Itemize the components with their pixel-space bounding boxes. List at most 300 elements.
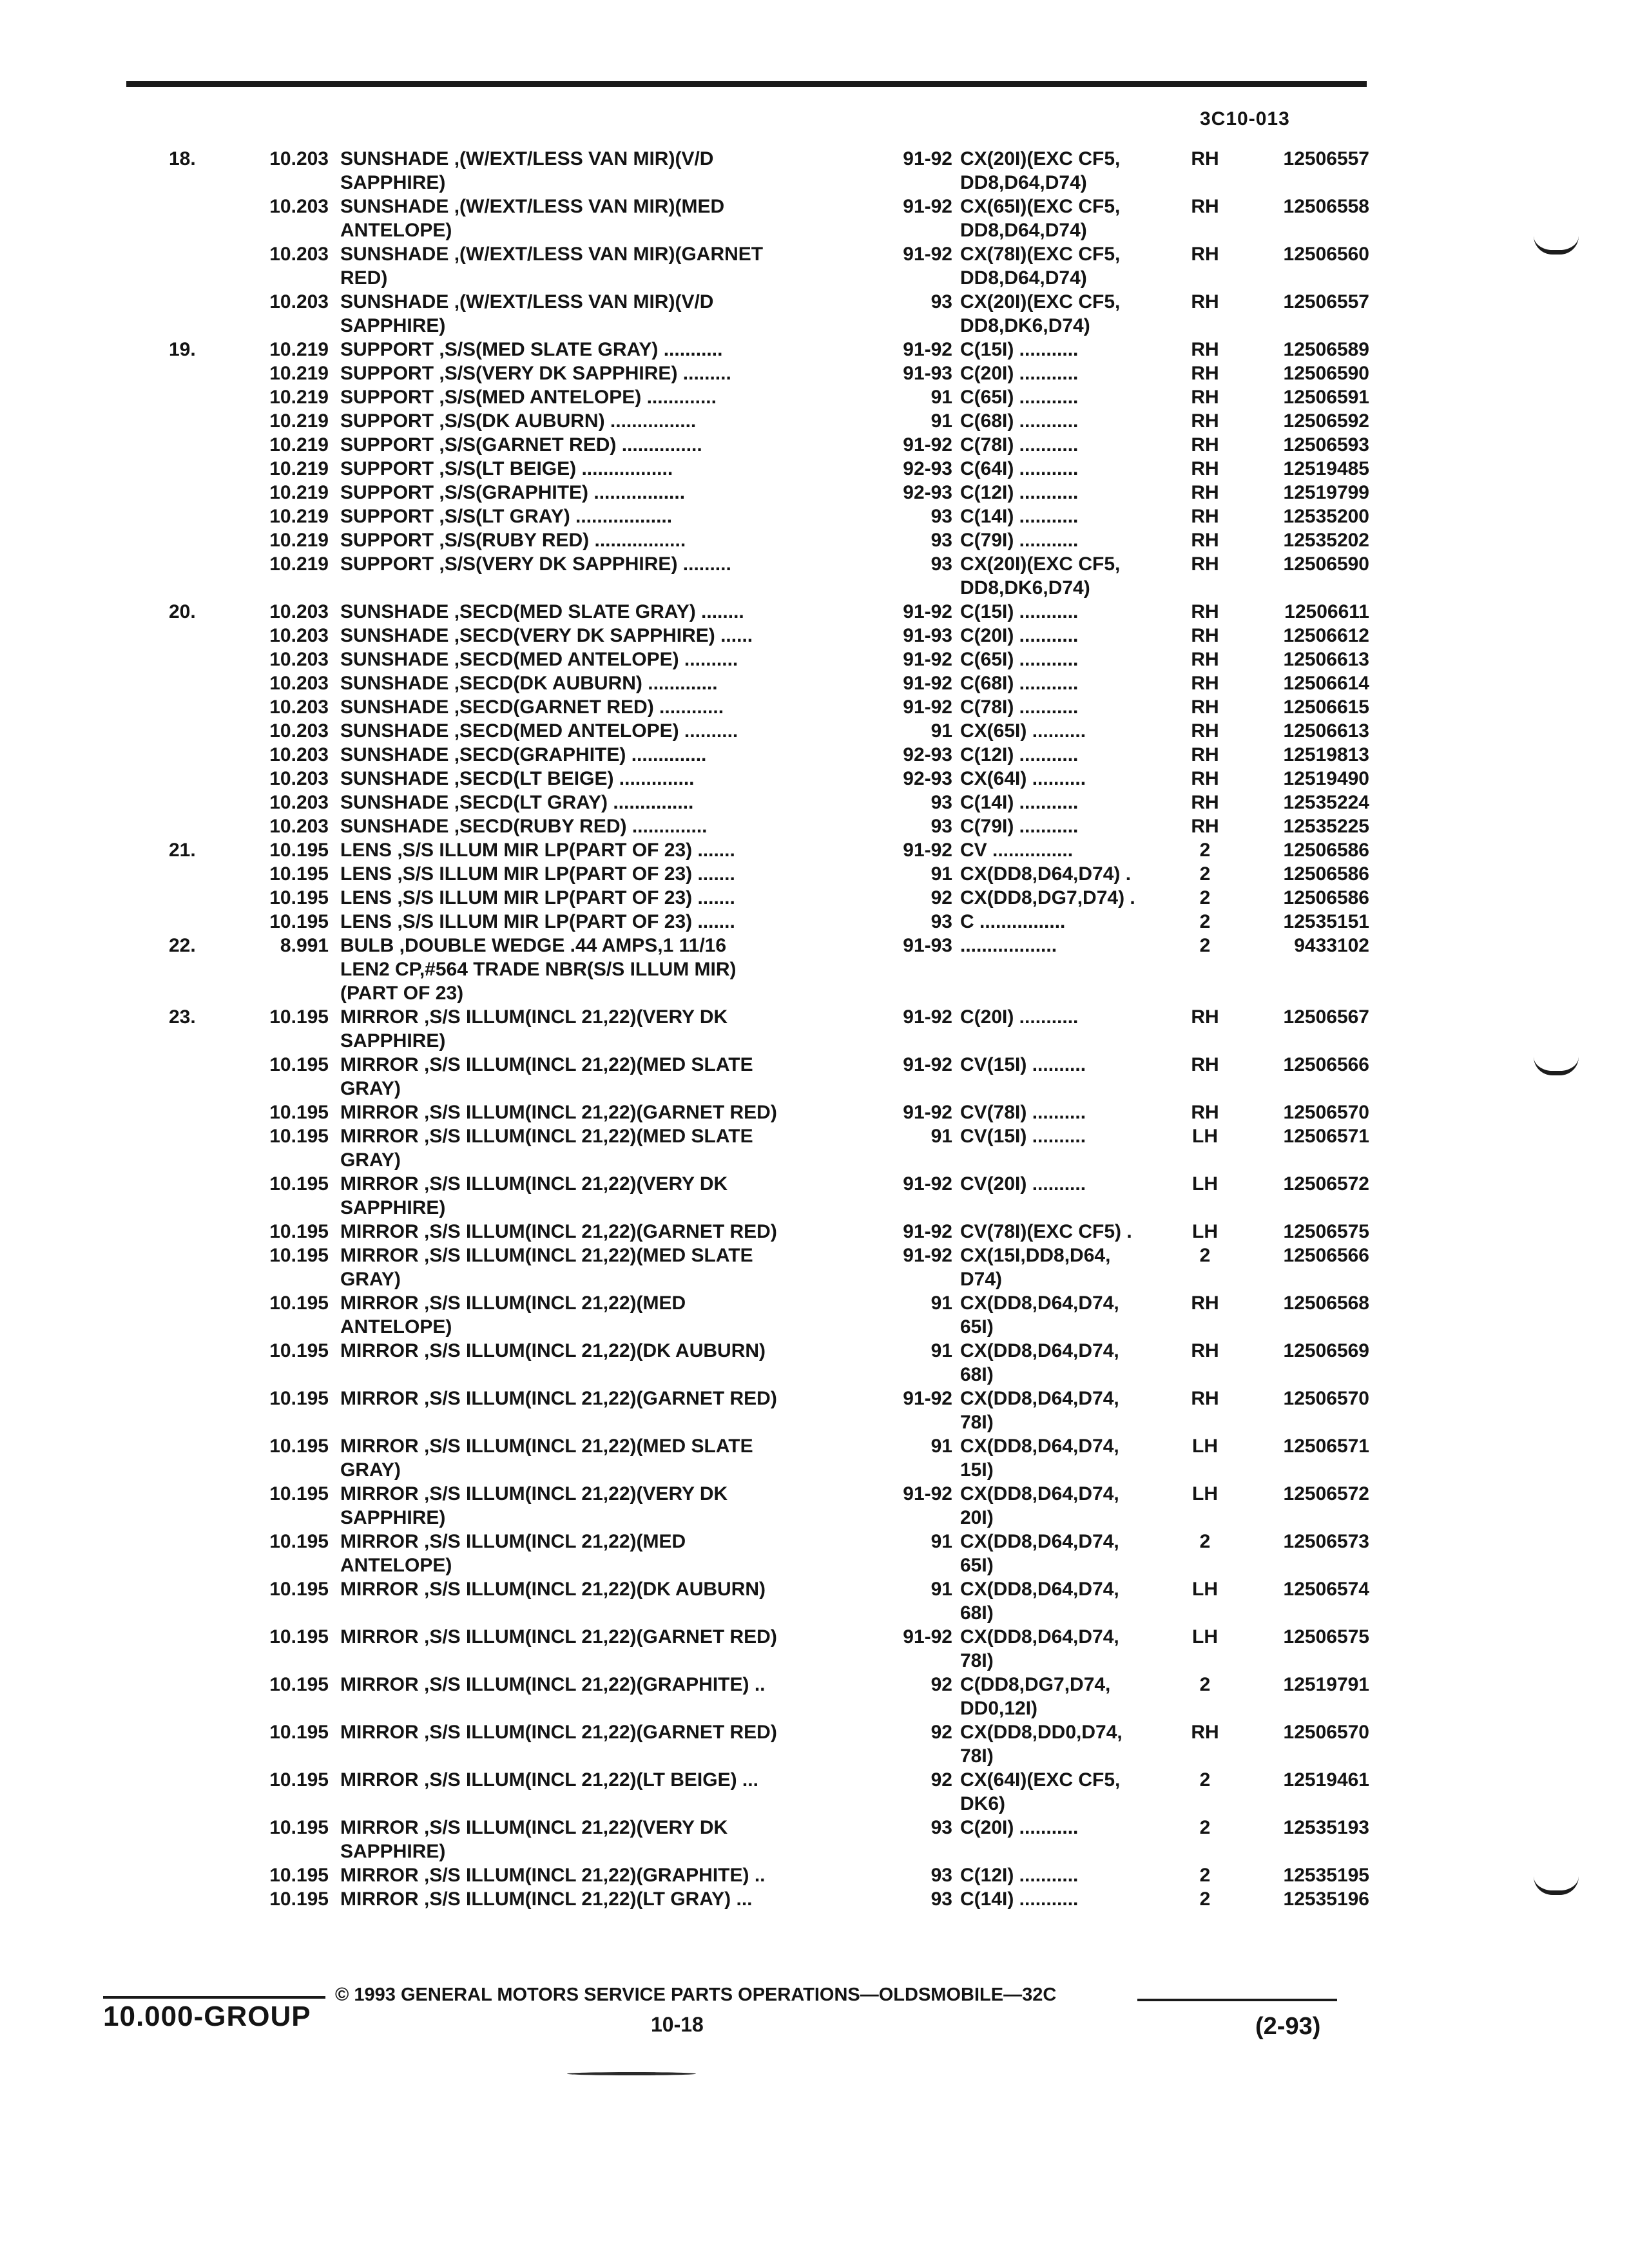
usage-code: C(79I) ........... (960, 816, 1079, 837)
model-years: 92-93 (903, 482, 952, 503)
usage-code: D74) (960, 1269, 1003, 1290)
model-years: 91-92 (903, 148, 952, 169)
part-description: MIRROR ,S/S ILLUM(INCL 21,22)(VERY DK (340, 1173, 728, 1195)
part-description: MIRROR ,S/S ILLUM(INCL 21,22)(MED SLATE (340, 1245, 753, 1266)
part-description: MIRROR ,S/S ILLUM(INCL 21,22)(DK AUBURN) (340, 1579, 766, 1600)
reference-number: 10.195 (269, 1173, 329, 1195)
part-description: GRAY) (340, 1459, 401, 1481)
model-years: 91-92 (903, 697, 952, 718)
model-years: 93 (930, 792, 952, 813)
part-description: MIRROR ,S/S ILLUM(INCL 21,22)(MED (340, 1531, 686, 1552)
table-row (0, 1577, 1629, 1601)
table-row (0, 1172, 1629, 1196)
table-row (0, 624, 1629, 648)
model-years: 93 (930, 1888, 952, 1910)
usage-code: 65I) (960, 1316, 994, 1338)
side-or-quantity: RH (1191, 363, 1219, 384)
part-number: 12506566 (1283, 1054, 1369, 1075)
reference-number: 10.195 (269, 1245, 329, 1266)
table-row (0, 1339, 1629, 1363)
table-row (0, 1482, 1629, 1506)
item-number: 20. (169, 601, 196, 622)
usage-code: CX(DD8,D64,D74, (960, 1626, 1119, 1648)
item-number: 19. (169, 339, 196, 360)
reference-number: 10.195 (269, 1221, 329, 1242)
reference-number: 10.195 (269, 1674, 329, 1695)
side-or-quantity: RH (1191, 339, 1219, 360)
usage-code: .................. (960, 935, 1057, 956)
side-or-quantity: LH (1192, 1579, 1218, 1600)
reference-number: 10.203 (269, 792, 329, 813)
table-row (0, 1768, 1629, 1792)
part-description: MIRROR ,S/S ILLUM(INCL 21,22)(DK AUBURN) (340, 1340, 766, 1361)
table-row (0, 1458, 1629, 1482)
side-or-quantity: 2 (1199, 840, 1211, 861)
model-years: 91-92 (903, 1054, 952, 1075)
part-description: SUPPORT ,S/S(LT BEIGE) ................. (340, 458, 673, 479)
usage-code: CV(20I) .......... (960, 1173, 1086, 1195)
table-row (0, 1077, 1629, 1100)
model-years: 91-92 (903, 1006, 952, 1028)
part-number: 12506574 (1283, 1579, 1369, 1600)
part-number: 12535193 (1283, 1817, 1369, 1838)
reference-number: 10.203 (269, 291, 329, 312)
model-years: 93 (930, 530, 952, 551)
table-row (0, 1553, 1629, 1577)
footer-revision-date: (2-93) (1255, 2013, 1321, 2040)
part-description: SUPPORT ,S/S(MED ANTELOPE) ............. (340, 387, 717, 408)
side-or-quantity: RH (1191, 244, 1219, 265)
part-number: 12506586 (1283, 840, 1369, 861)
side-or-quantity: RH (1191, 458, 1219, 479)
part-description: MIRROR ,S/S ILLUM(INCL 21,22)(MED SLATE (340, 1126, 753, 1147)
part-description: SAPPHIRE) (340, 1841, 446, 1862)
model-years: 93 (930, 291, 952, 312)
usage-code: CV ............... (960, 840, 1074, 861)
part-description: SUNSHADE ,(W/EXT/LESS VAN MIR)(GARNET (340, 244, 764, 265)
side-or-quantity: RH (1191, 1054, 1219, 1075)
usage-code: C(20I) ........... (960, 625, 1079, 646)
part-description: MIRROR ,S/S ILLUM(INCL 21,22)(GRAPHITE) .. (340, 1865, 766, 1886)
part-number: 12519813 (1283, 744, 1369, 765)
part-description: SAPPHIRE) (340, 172, 446, 193)
part-number: 12535202 (1283, 530, 1369, 551)
reference-number: 8.991 (280, 935, 329, 956)
usage-code: C ................ (960, 911, 1066, 932)
part-description: MIRROR ,S/S ILLUM(INCL 21,22)(GARNET RED) (340, 1102, 777, 1123)
model-years: 92-93 (903, 744, 952, 765)
reference-number: 10.195 (269, 1006, 329, 1028)
part-number: 12519799 (1283, 482, 1369, 503)
table-row (0, 1148, 1629, 1172)
part-description: MIRROR ,S/S ILLUM(INCL 21,22)(VERY DK (340, 1817, 728, 1838)
table-row (0, 1434, 1629, 1458)
part-number: 12506592 (1283, 410, 1369, 432)
model-years: 92 (930, 887, 952, 908)
table-row (0, 1267, 1629, 1291)
side-or-quantity: LH (1192, 1221, 1218, 1242)
part-description: SUPPORT ,S/S(GARNET RED) ............... (340, 434, 702, 456)
part-number: 12506567 (1283, 1006, 1369, 1028)
usage-code: C(DD8,DG7,D74, (960, 1674, 1111, 1695)
model-years: 91-93 (903, 363, 952, 384)
part-number: 12506593 (1283, 434, 1369, 456)
table-row (0, 1196, 1629, 1220)
table-row (0, 1005, 1629, 1029)
reference-number: 10.195 (269, 1388, 329, 1409)
table-row (0, 1220, 1629, 1244)
model-years: 92 (930, 1674, 952, 1695)
reference-number: 10.195 (269, 1626, 329, 1648)
table-row (0, 1601, 1629, 1625)
table-row (0, 1792, 1629, 1816)
reference-number: 10.195 (269, 1817, 329, 1838)
usage-code: CX(15I,DD8,D64, (960, 1245, 1111, 1266)
part-description: GRAY) (340, 1269, 401, 1290)
side-or-quantity: RH (1191, 1006, 1219, 1028)
usage-code: 68I) (960, 1364, 994, 1385)
reference-number: 10.219 (269, 339, 329, 360)
reference-number: 10.195 (269, 1340, 329, 1361)
usage-code: 78I) (960, 1412, 994, 1433)
model-years: 91-92 (903, 1483, 952, 1504)
side-or-quantity: RH (1191, 410, 1219, 432)
side-or-quantity: RH (1191, 387, 1219, 408)
table-row (0, 290, 1629, 314)
side-or-quantity: RH (1191, 434, 1219, 456)
model-years: 91 (930, 1531, 952, 1552)
reference-number: 10.195 (269, 1126, 329, 1147)
usage-code: CX(65I)(EXC CF5, (960, 196, 1121, 217)
model-years: 91-92 (903, 601, 952, 622)
part-description: SAPPHIRE) (340, 315, 446, 336)
table-row (0, 433, 1629, 457)
part-description: SUNSHADE ,SECD(LT GRAY) ............... (340, 792, 694, 813)
side-or-quantity: RH (1191, 816, 1219, 837)
model-years: 92 (930, 1722, 952, 1743)
reference-number: 10.203 (269, 720, 329, 742)
usage-code: C(12I) ........... (960, 1865, 1079, 1886)
part-number: 12535196 (1283, 1888, 1369, 1910)
part-number: 9433102 (1294, 935, 1369, 956)
reference-number: 10.203 (269, 697, 329, 718)
model-years: 91-92 (903, 339, 952, 360)
reference-number: 10.195 (269, 863, 329, 885)
side-or-quantity: RH (1191, 673, 1219, 694)
usage-code: CX(DD8,D64,D74, (960, 1436, 1119, 1457)
part-number: 12506614 (1283, 673, 1369, 694)
table-row (0, 934, 1629, 957)
side-or-quantity: RH (1191, 768, 1219, 789)
part-number: 12506590 (1283, 363, 1369, 384)
part-number: 12506612 (1283, 625, 1369, 646)
usage-code: CX(20I)(EXC CF5, (960, 291, 1121, 312)
reference-number: 10.195 (269, 1865, 329, 1886)
reference-number: 10.195 (269, 911, 329, 932)
reference-number: 10.195 (269, 1888, 329, 1910)
side-or-quantity: RH (1191, 553, 1219, 575)
part-description: SUPPORT ,S/S(VERY DK SAPPHIRE) ......... (340, 553, 731, 575)
usage-code: C(20I) ........... (960, 363, 1079, 384)
footer-right-rule (1137, 1999, 1337, 2001)
table-row (0, 957, 1629, 981)
usage-code: CX(78I)(EXC CF5, (960, 244, 1121, 265)
usage-code: C(65I) ........... (960, 387, 1079, 408)
table-row (0, 1840, 1629, 1863)
part-description: SAPPHIRE) (340, 1507, 446, 1528)
model-years: 91-92 (903, 196, 952, 217)
part-description: SAPPHIRE) (340, 1197, 446, 1218)
table-row (0, 1387, 1629, 1410)
reference-number: 10.203 (269, 196, 329, 217)
model-years: 93 (930, 1865, 952, 1886)
side-or-quantity: RH (1191, 601, 1219, 622)
usage-code: CX(DD8,DG7,D74) . (960, 887, 1135, 908)
side-or-quantity: RH (1191, 720, 1219, 742)
model-years: 91 (930, 1436, 952, 1457)
usage-code: DD8,DK6,D74) (960, 577, 1090, 599)
usage-code: DD8,D64,D74) (960, 220, 1087, 241)
side-or-quantity: 2 (1199, 1769, 1211, 1791)
part-description: ANTELOPE) (340, 1555, 452, 1576)
usage-code: C(15I) ........... (960, 601, 1079, 622)
usage-code: CX(20I)(EXC CF5, (960, 148, 1121, 169)
table-row (0, 862, 1629, 886)
part-description: SUNSHADE ,SECD(GRAPHITE) .............. (340, 744, 707, 765)
reference-number: 10.203 (269, 244, 329, 265)
table-row (0, 528, 1629, 552)
reference-number: 10.203 (269, 625, 329, 646)
model-years: 93 (930, 911, 952, 932)
part-number: 12506570 (1283, 1102, 1369, 1123)
usage-code: CX(DD8,D64,D74, (960, 1483, 1119, 1504)
model-years: 92 (930, 1769, 952, 1791)
usage-code: CV(78I)(EXC CF5) . (960, 1221, 1132, 1242)
part-description: SUNSHADE ,SECD(MED ANTELOPE) .......... (340, 649, 738, 670)
usage-code: CV(15I) .......... (960, 1126, 1086, 1147)
part-description: ANTELOPE) (340, 220, 452, 241)
part-description: SUNSHADE ,(W/EXT/LESS VAN MIR)(V/D (340, 291, 714, 312)
table-row (0, 886, 1629, 910)
table-row (0, 1244, 1629, 1267)
table-row (0, 481, 1629, 505)
usage-code: CX(DD8,D64,D74, (960, 1388, 1119, 1409)
reference-number: 10.203 (269, 601, 329, 622)
reference-number: 10.219 (269, 434, 329, 456)
table-row (0, 1863, 1629, 1887)
part-description: SAPPHIRE) (340, 1030, 446, 1052)
usage-code: CV(15I) .......... (960, 1054, 1086, 1075)
usage-code: DD8,D64,D74) (960, 172, 1087, 193)
part-number: 12506613 (1283, 720, 1369, 742)
part-description: LENS ,S/S ILLUM MIR LP(PART OF 23) ....... (340, 863, 735, 885)
reference-number: 10.195 (269, 1579, 329, 1600)
reference-number: 10.195 (269, 1436, 329, 1457)
model-years: 91-92 (903, 1388, 952, 1409)
reference-number: 10.195 (269, 840, 329, 861)
side-or-quantity: 2 (1199, 1674, 1211, 1695)
model-years: 91 (930, 1579, 952, 1600)
reference-number: 10.203 (269, 649, 329, 670)
table-row (0, 1816, 1629, 1840)
model-years: 93 (930, 506, 952, 527)
side-or-quantity: RH (1191, 291, 1219, 312)
table-row (0, 671, 1629, 695)
part-description: GRAY) (340, 1149, 401, 1171)
reference-number: 10.219 (269, 482, 329, 503)
part-number: 12519485 (1283, 458, 1369, 479)
usage-code: DD8,DK6,D74) (960, 315, 1090, 336)
part-number: 12506575 (1283, 1626, 1369, 1648)
part-number: 12506557 (1283, 148, 1369, 169)
model-years: 92-93 (903, 458, 952, 479)
table-row (0, 1887, 1629, 1911)
side-or-quantity: RH (1191, 792, 1219, 813)
model-years: 91 (930, 1340, 952, 1361)
part-number: 12506591 (1283, 387, 1369, 408)
parts-list (0, 147, 1629, 1911)
usage-code: DD8,D64,D74) (960, 267, 1087, 289)
part-description: MIRROR ,S/S ILLUM(INCL 21,22)(LT BEIGE) ... (340, 1769, 758, 1791)
part-description: ANTELOPE) (340, 1316, 452, 1338)
usage-code: 78I) (960, 1650, 994, 1671)
table-row (0, 838, 1629, 862)
reference-number: 10.195 (269, 1293, 329, 1314)
part-number: 12506558 (1283, 196, 1369, 217)
side-or-quantity: 2 (1199, 911, 1211, 932)
part-number: 12506611 (1284, 601, 1369, 622)
table-row (0, 1530, 1629, 1553)
side-or-quantity: RH (1191, 506, 1219, 527)
model-years: 91-92 (903, 1245, 952, 1266)
part-description: SUPPORT ,S/S(MED SLATE GRAY) ........... (340, 339, 723, 360)
part-description: SUPPORT ,S/S(VERY DK SAPPHIRE) ......... (340, 363, 731, 384)
part-number: 12506571 (1283, 1436, 1369, 1457)
part-number: 12506571 (1283, 1126, 1369, 1147)
item-number: 23. (169, 1006, 196, 1028)
footer-copyright: © 1993 GENERAL MOTORS SERVICE PARTS OPERATIONS—OLDSMOBILE—32C (335, 1984, 1057, 2005)
table-row (0, 338, 1629, 361)
part-description: (PART OF 23) (340, 983, 464, 1004)
usage-code: CX(DD8,D64,D74, (960, 1293, 1119, 1314)
table-row (0, 767, 1629, 791)
part-number: 12506568 (1283, 1293, 1369, 1314)
part-number: 12506569 (1283, 1340, 1369, 1361)
table-row (0, 695, 1629, 719)
model-years: 93 (930, 816, 952, 837)
part-description: MIRROR ,S/S ILLUM(INCL 21,22)(VERY DK (340, 1483, 728, 1504)
part-description: SUNSHADE ,(W/EXT/LESS VAN MIR)(V/D (340, 148, 714, 169)
table-row (0, 1673, 1629, 1696)
usage-code: 15I) (960, 1459, 994, 1481)
model-years: 91-92 (903, 673, 952, 694)
part-description: MIRROR ,S/S ILLUM(INCL 21,22)(VERY DK (340, 1006, 728, 1028)
table-row (0, 505, 1629, 528)
part-description: MIRROR ,S/S ILLUM(INCL 21,22)(GARNET RED) (340, 1626, 777, 1648)
reference-number: 10.195 (269, 1722, 329, 1743)
table-row (0, 981, 1629, 1005)
side-or-quantity: RH (1191, 196, 1219, 217)
table-row (0, 1363, 1629, 1387)
model-years: 91 (930, 863, 952, 885)
part-description: MIRROR ,S/S ILLUM(INCL 21,22)(MED (340, 1293, 686, 1314)
table-row (0, 600, 1629, 624)
item-number: 21. (169, 840, 196, 861)
part-number: 12506575 (1283, 1221, 1369, 1242)
part-description: RED) (340, 267, 388, 289)
reference-number: 10.219 (269, 387, 329, 408)
table-row (0, 218, 1629, 242)
side-or-quantity: 2 (1199, 887, 1211, 908)
part-description: SUNSHADE ,SECD(MED SLATE GRAY) ........ (340, 601, 744, 622)
usage-code: C(78I) ........... (960, 434, 1079, 456)
scan-smudge (567, 2072, 696, 2075)
reference-number: 10.203 (269, 673, 329, 694)
part-description: SUNSHADE ,SECD(GARNET RED) ............ (340, 697, 724, 718)
top-rule (126, 81, 1367, 87)
model-years: 93 (930, 553, 952, 575)
reference-number: 10.203 (269, 768, 329, 789)
side-or-quantity: RH (1191, 148, 1219, 169)
table-row (0, 242, 1629, 266)
usage-code: DD0,12I) (960, 1698, 1038, 1719)
usage-code: C(14I) ........... (960, 792, 1079, 813)
part-number: 12506560 (1283, 244, 1369, 265)
side-or-quantity: RH (1191, 530, 1219, 551)
usage-code: CX(20I)(EXC CF5, (960, 553, 1121, 575)
table-row (0, 910, 1629, 934)
reference-number: 10.219 (269, 410, 329, 432)
model-years: 91-92 (903, 244, 952, 265)
part-number: 12535195 (1283, 1865, 1369, 1886)
part-description: LENS ,S/S ILLUM MIR LP(PART OF 23) ....... (340, 911, 735, 932)
model-years: 91-92 (903, 1173, 952, 1195)
side-or-quantity: RH (1191, 1722, 1219, 1743)
part-description: MIRROR ,S/S ILLUM(INCL 21,22)(GARNET RED) (340, 1388, 777, 1409)
part-description: SUPPORT ,S/S(DK AUBURN) ................ (340, 410, 697, 432)
side-or-quantity: RH (1191, 1388, 1219, 1409)
usage-code: C(68I) ........... (960, 673, 1079, 694)
part-description: GRAY) (340, 1078, 401, 1099)
part-number: 12506566 (1283, 1245, 1369, 1266)
part-description: MIRROR ,S/S ILLUM(INCL 21,22)(MED SLATE (340, 1054, 753, 1075)
table-row (0, 1506, 1629, 1530)
table-row (0, 409, 1629, 433)
table-row (0, 576, 1629, 600)
table-row (0, 266, 1629, 290)
model-years: 91 (930, 1293, 952, 1314)
table-row (0, 1744, 1629, 1768)
table-row (0, 1696, 1629, 1720)
usage-code: 65I) (960, 1555, 994, 1576)
part-number: 12535225 (1283, 816, 1369, 837)
table-row (0, 457, 1629, 481)
part-number: 12506589 (1283, 339, 1369, 360)
side-or-quantity: 2 (1199, 1817, 1211, 1838)
usage-code: C(64I) ........... (960, 458, 1079, 479)
part-number: 12519791 (1283, 1674, 1369, 1695)
part-number: 12506586 (1283, 887, 1369, 908)
model-years: 91 (930, 720, 952, 742)
reference-number: 10.219 (269, 506, 329, 527)
usage-code: CX(65I) .......... (960, 720, 1086, 742)
item-number: 18. (169, 148, 196, 169)
table-row (0, 171, 1629, 195)
model-years: 91-92 (903, 649, 952, 670)
table-row (0, 385, 1629, 409)
usage-code: 20I) (960, 1507, 994, 1528)
part-description: SUPPORT ,S/S(GRAPHITE) ................. (340, 482, 686, 503)
